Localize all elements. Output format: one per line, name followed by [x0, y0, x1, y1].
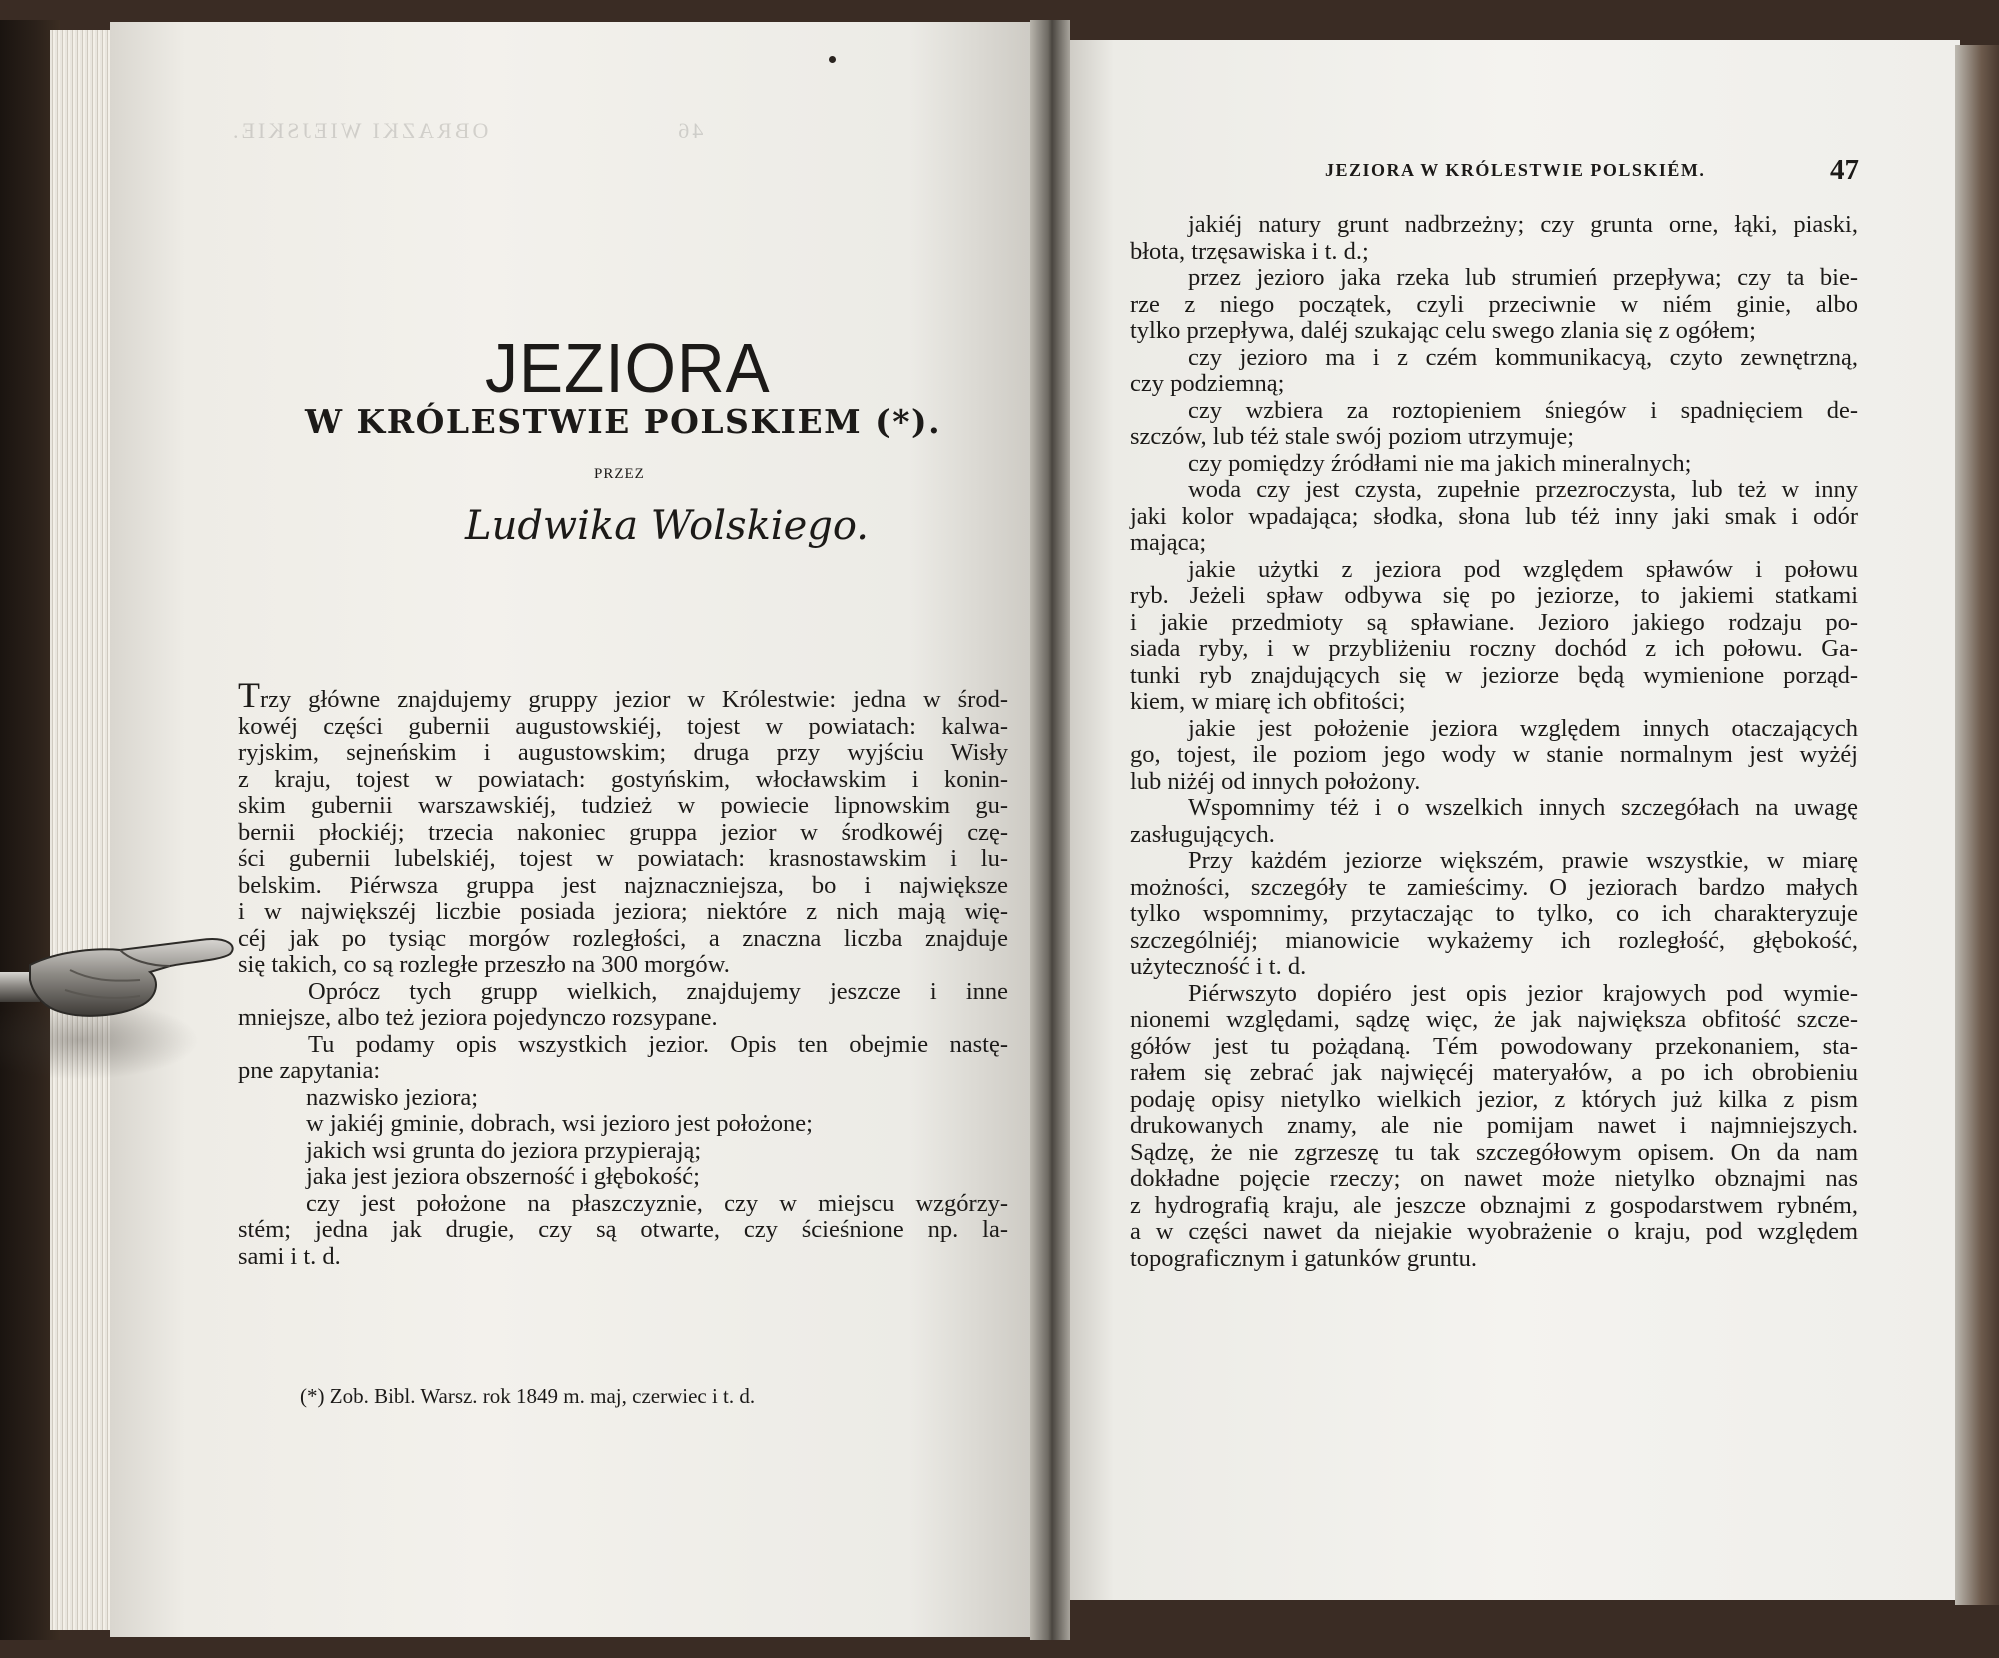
text-line: z kraju, tojest w powiatach: gostyńskim, włocławskim i konin- — [238, 765, 1008, 793]
paragraph-third — [238, 1032, 1008, 1085]
text-line: szczów, lub téż stale swój poziom utrzymuje; — [1130, 423, 1575, 450]
footnote: (*) Zob. Bibl. Warsz. rok 1849 m. maj, czerwiec i t. d. — [300, 1384, 756, 1408]
question-list — [238, 1085, 1008, 1271]
text-line: kowéj części gubernii augustowskiéj, tojest w powiatach: kalwa- — [238, 712, 1008, 740]
text-line: przez jezioro jaka rzeka lub strumień przepływa; czy ta bie- — [1188, 264, 1858, 291]
text-line: czy jezioro ma i z czém kommunikacyą, czyto zewnętrzną, — [1188, 343, 1858, 371]
text-line: céj jak po tysiąc morgów rozległości, a znaczna liczba znajduje — [238, 924, 1008, 952]
text-line: i jakie przedmioty są spławiane. Jezioro jakiego rodzaju po- — [1130, 608, 1858, 636]
text-line: kiem, w miarę ich obfitości; — [1130, 688, 1406, 715]
text-line: rze z niego początek, czyli przeciwnie w niém ginie, albo — [1130, 290, 1858, 318]
text-line: z hydrografią kraju, ale jeszcze obznajmi z gospodarstwem rybném, — [1130, 1191, 1858, 1219]
text-line: użyteczność i t. d. — [1130, 953, 1307, 980]
text-line: Tu podamy opis wszystkich jezior. Opis ten obejmie nastę- — [308, 1030, 1008, 1058]
text-line: a w części nawet da niejakie wyobrażenie o kraju, pod względem — [1130, 1218, 1858, 1245]
question-item: sami i t. d. — [238, 1242, 341, 1270]
text-line: tylko wspomnimy, przytaczając to tylko, co ich charakteryzuje — [1130, 900, 1858, 927]
drop-cap: T — [238, 675, 260, 715]
text-line: ryjskim, sejneńskim i augustowskim; druga przy wyjściu Wisły — [238, 739, 1008, 766]
question-item: jakich wsi grunta do jeziora przypierają; — [306, 1136, 702, 1164]
text-line: rałem się zebrać jak najwięcéj materyałów, a po ich obrobieniu — [1130, 1059, 1858, 1086]
text-line: błota, trzęsawiska i t. d.; — [1130, 237, 1369, 265]
text-line: podaję opisy nietylko wielkich jezior, z których już kilka z pism — [1130, 1085, 1858, 1113]
page-number: 47 — [1830, 154, 1859, 186]
author-name: Ludwika Wolskiego. — [465, 503, 869, 549]
text-line: ryb. Jeżeli spław odbywa się po jeziorze, to jakiemi statkami — [1130, 582, 1858, 609]
text-line: tunki ryb znajdujących się w jeziorze będą wymienione porząd- — [1130, 661, 1858, 689]
question-item: w jakiéj gminie, dobrach, wsi jezioro jest położone; — [306, 1110, 813, 1137]
article-subtitle: W KRÓLESTWIE POLSKIEM (*). — [305, 402, 942, 441]
text-line: jakiéj natury grunt nadbrzeżny; czy grunta orne, łąki, piaski, — [1188, 211, 1858, 238]
text-line: szczególniéj; mianowicie wykażemy ich rozległość, głębokość, — [1130, 926, 1858, 954]
question-item: stém; jedna jak drugie, czy są otwarte, czy ścieśnione np. la- — [238, 1216, 1008, 1243]
bleed-page-number: 46 — [675, 118, 704, 143]
ink-speck — [829, 56, 836, 63]
text-line: jakie jest położenie jeziora względem innych otaczających — [1188, 714, 1858, 742]
text-line: mająca; — [1130, 529, 1207, 556]
text-line: jakie użytki z jeziora pod względem spławów i połowu — [1188, 555, 1858, 583]
text-line: lub niżéj od innych położony. — [1130, 767, 1421, 795]
text-line: Sądzę, że nie zgrzeszę tu tak szczegółowym opisem. On da nam — [1130, 1138, 1858, 1166]
by-line: PRZEZ — [594, 466, 645, 482]
text-line: czy pomiędzy źródłami nie ma jakich mineralnych; — [1188, 449, 1692, 477]
question-item: nazwisko jeziora; — [306, 1083, 479, 1111]
pointing-hand-icon — [0, 910, 260, 1050]
paragraph-intro — [238, 675, 1008, 979]
text-line: bernii płockiéj; trzecia nakoniec gruppa jezior w środkowéj czę- — [238, 818, 1008, 846]
text-line: Przy każdém jeziorze większém, prawie wszystkie, w miarę — [1188, 847, 1858, 874]
question-item: jaka jest jeziora obszerność i głębokość; — [306, 1163, 700, 1190]
book-gutter — [1030, 20, 1070, 1640]
left-body-text — [238, 675, 1008, 1270]
text-line: woda czy jest czysta, zupełnie przezroczysta, lub też w inny — [1188, 476, 1858, 503]
text-line: się takich, co są rozległe przeszło na 300 morgów. — [238, 951, 730, 978]
text-line: skim gubernii warszawskiéj, tudzież w powiecie lipnowskim gu- — [238, 792, 1008, 819]
text-line: jaki kolor wpadająca; słodka, słona lub téż inny jaki smak i odór — [1130, 502, 1858, 530]
text-line: Piérwszyto dopiéro jest opis jezior krajowych pod wymie- — [1188, 979, 1858, 1007]
bleed-header-text: OBRAZKI WIEJSKIE. — [230, 118, 489, 143]
page-edges-right — [1955, 45, 1999, 1605]
paragraph-second — [238, 979, 1008, 1032]
text-line: zasługujących. — [1130, 820, 1275, 848]
text-line: tylko przepływa, daléj szukając celu swego zlania się z ogółem; — [1130, 317, 1756, 344]
text-line: siada ryby, i w przybliżeniu roczny dochód z ich połowu. Ga- — [1130, 635, 1858, 662]
text-line: Oprócz tych grupp wielkich, znajdujemy jeszcze i inne — [308, 977, 1008, 1005]
text-line: nionemi względami, sądzę więc, że jak największa obfitość szcze- — [1130, 1006, 1858, 1033]
text-line: możności, szczegóły te zamieścimy. O jeziorach bardzo małych — [1130, 873, 1858, 901]
text-line: topograficznym i gatunków gruntu. — [1130, 1244, 1478, 1272]
text-line: ści gubernii lubelskiéj, tojest w powiatach: krasnostawskim i lu- — [238, 845, 1008, 872]
right-body-text — [1130, 212, 1858, 1272]
text-line: go, tojest, ile poziom jego wody w stanie normalnym jest wyżéj — [1130, 741, 1858, 768]
text-line: pne zapytania: — [238, 1057, 381, 1084]
text-line: czy podziemną; — [1130, 370, 1285, 397]
text-line: Wspomnimy téż i o wszelkich innych szczegółach na uwagę — [1188, 794, 1858, 821]
text-line: mniejsze, albo też jeziora pojedynczo rozsypane. — [238, 1004, 718, 1031]
article-title: JEZIORA — [485, 329, 771, 407]
text-line: i w największéj liczbie posiada jeziora; niektóre z nich mają wię- — [238, 898, 1008, 925]
text-line: czy wzbiera za roztopieniem śniegów i spadnięciem de- — [1188, 396, 1858, 424]
text-line: gółów jest tu pożądaną. Tém powodowany przekonaniem, sta- — [1130, 1032, 1858, 1060]
bleed-running-header — [230, 118, 703, 144]
text-line: Trzy główne znajdujemy gruppy jezior w Królestwie: jedna w środ- — [238, 675, 1008, 715]
running-header: JEZIORA W KRÓLESTWIE POLSKIÉM. — [1325, 160, 1706, 180]
text-line: dokładne pojęcie rzeczy; on nawet może nietylko obznajmi nas — [1130, 1165, 1858, 1192]
text-line: belskim. Piérwsza gruppa jest najznaczniejsza, bo i największe — [238, 871, 1008, 899]
question-item: czy jest położone na płaszczyznie, czy w miejscu wzgórzy- — [306, 1189, 1008, 1217]
text-line: drukowanych znamy, ale nie pomijam nawet i najmniejszych. — [1130, 1112, 1858, 1139]
